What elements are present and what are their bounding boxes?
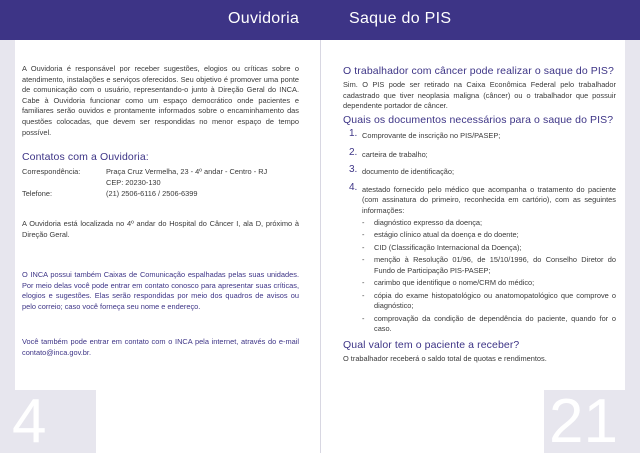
document-item xyxy=(343,146,616,161)
contact-value: CEP: 20230-130 xyxy=(106,178,161,187)
contact-row xyxy=(22,188,299,199)
contact-row xyxy=(22,177,299,188)
requirement-item: - CID (Classificação Internacional da Doença); xyxy=(362,242,522,252)
contact-value: (21) 2506-6116 / 2506-6399 xyxy=(106,189,198,198)
right-page-title: Saque do PIS xyxy=(349,10,452,27)
document-number: 4. xyxy=(349,181,358,193)
answer-amount: O trabalhador receberá o saldo total de quotas e rendimentos. xyxy=(343,354,547,363)
header-bar xyxy=(0,0,640,40)
left-page-number-box xyxy=(0,390,96,453)
document-number: 3. xyxy=(349,164,358,176)
requirement-item: - carimbo que identifique o nome/CRM do médico; xyxy=(362,278,535,288)
left-page-title: Ouvidoria xyxy=(228,10,300,27)
document-item xyxy=(343,164,616,178)
contacts-list xyxy=(22,166,299,199)
requirement-item: - menção à Resolução 01/96, de 15/10/1996, do Conselho Diretor do Fundo de Participação PIS-PASEP; xyxy=(362,255,616,275)
document-text: Comprovante de inscrição no PIS/PASEP; xyxy=(362,131,501,140)
requirement-item: - diagnóstico expresso da doença; xyxy=(362,217,483,227)
document-item xyxy=(343,128,616,142)
attestation-requirements xyxy=(362,218,616,335)
internet-contact-text: Você também pode entrar em contato com o INCA pela internet, através do e-mail contato@inca.gov.br. xyxy=(22,337,299,357)
document-text: atestado fornecido pelo médico que acompanha o tratamento do paciente (com assinatura do primeiro, reconhecida em cartório), com as seguintes informações: xyxy=(362,184,616,215)
document-number: 1. xyxy=(349,128,358,139)
right-page-number: 21 xyxy=(549,390,618,453)
contacts-heading: Contatos com a Ouvidoria: xyxy=(22,151,149,163)
contact-label: Telefone: xyxy=(22,189,52,198)
document-item xyxy=(343,181,616,335)
contact-value: Praça Cruz Vermelha, 23 - 4º andar - Centro - RJ xyxy=(106,167,268,176)
document-number: 2. xyxy=(349,146,358,158)
ouvidoria-intro: A Ouvidoria é responsável por receber sugestões, elogios ou críticas sobre o atendimento, instalações e serviços oferecidos. Seu objetivo é promover uma ponte de comunicação com o usuário, representando-o junto à Direção Geral do INCA. Cabe à Ouvidoria funcionar como um espaço democrático onde pacientes e familiares serão ouvidos e prontamente informados sobre o encaminhamento das questões colocadas, que devem ser respondidas no menor espaço de tempo possível. xyxy=(22,64,299,137)
document-text: carteira de trabalho; xyxy=(362,149,428,159)
page-divider xyxy=(320,40,321,453)
question-documents: Quais os documentos necessários para o saque do PIS? xyxy=(343,114,614,126)
answer-cancer-pis: Sim. O PIS pode ser retirado na Caixa Econômica Federal pelo trabalhador cadastrado que tiver neoplasia maligna (câncer) ou o trabalhador que possuir dependente portador de câncer. xyxy=(343,80,616,111)
communication-boxes-text: O INCA possui também Caixas de Comunicação espalhadas pelas suas unidades. Por meio delas você pode entrar em contato conosco para apresentar suas críticas, elogios e sugestões. Elas serão respondidas por meio dos quadros de avisos ou pelo correio; caso você forneça seu nome e endereço. xyxy=(22,270,299,311)
question-cancer-pis: O trabalhador com câncer pode realizar o saque do PIS? xyxy=(343,65,614,77)
requirement-item: - estágio clínico atual da doença e do doente; xyxy=(362,230,519,240)
contact-label: Correspondência: xyxy=(22,167,81,176)
documents-list xyxy=(343,128,616,337)
question-amount: Qual valor tem o paciente a receber? xyxy=(343,339,520,351)
requirement-item: - cópia do exame histopatológico ou anatomopatológico que comprove o diagnóstico; xyxy=(362,290,616,311)
contact-row xyxy=(22,166,299,177)
ouvidoria-location: A Ouvidoria está localizada no 4º andar do Hospital do Câncer I, ala D, próximo à Direção Geral. xyxy=(22,219,299,239)
document-text: documento de identificação; xyxy=(362,167,455,177)
left-page-number: 4 xyxy=(12,390,47,453)
requirement-item: - comprovação da condição de dependência do paciente, quando for o caso. xyxy=(362,313,616,334)
right-page-number-box xyxy=(544,390,640,453)
